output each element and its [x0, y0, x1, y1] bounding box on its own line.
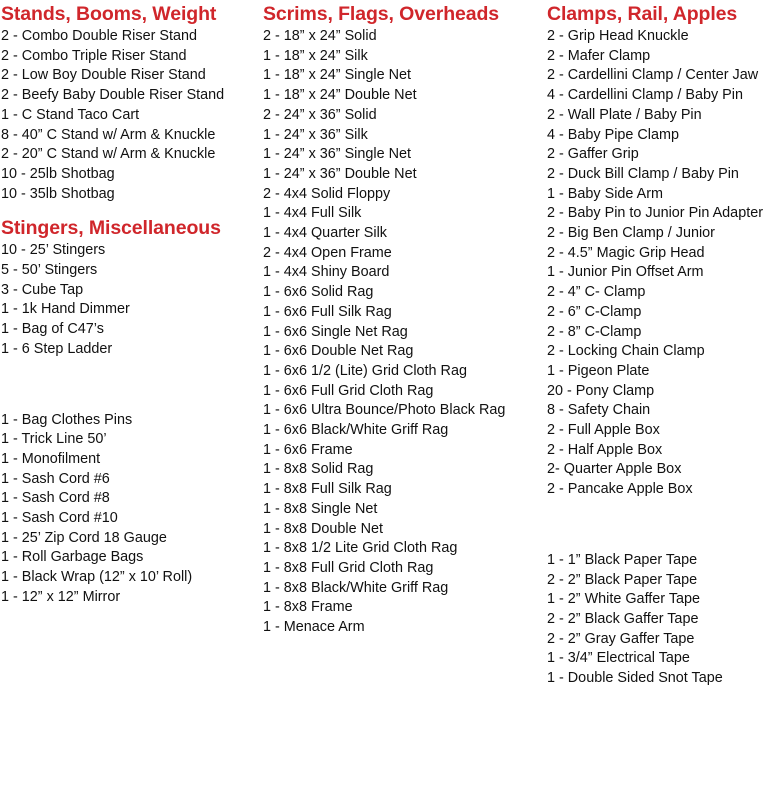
list-item: 1 - 24” x 36” Single Net — [263, 146, 411, 163]
list-item: 1 - 8x8 Full Grid Cloth Rag — [263, 559, 434, 576]
list-item: 2 - Big Ben Clamp / Junior — [547, 225, 715, 242]
list-item: 2 - Mafer Clamp — [547, 47, 651, 64]
list-item: 2 - 4x4 Open Frame — [263, 244, 392, 261]
list-item: 2 - 2” Gray Gaffer Tape — [547, 630, 695, 647]
list-item: 1 - C Stand Taco Cart — [1, 106, 140, 123]
list-item: 2- Quarter Apple Box — [547, 461, 682, 478]
list-item: 1 - 6x6 1/2 (Lite) Grid Cloth Rag — [263, 362, 467, 379]
list-item: 1 - 8x8 Double Net — [263, 520, 383, 537]
list-item: 1 - 6x6 Frame — [263, 441, 353, 458]
list-item: 1 - 1” Black Paper Tape — [547, 551, 698, 568]
list-item: 1 - Double Sided Snot Tape — [547, 670, 723, 687]
list-stands-booms-weight — [1, 27, 259, 204]
list-item: 5 - 50’ Stingers — [1, 262, 98, 279]
list-item: 1 - Sash Cord #6 — [1, 470, 110, 487]
list-item: 1 - 6x6 Double Net Rag — [263, 343, 414, 360]
list-item: 1 - 6x6 Full Grid Cloth Rag — [263, 382, 434, 399]
heading-stands-booms-weight: Stands, Booms, Weight — [1, 3, 217, 25]
list-item: 2 - Grip Head Knuckle — [547, 28, 689, 44]
list-item: 1 - Sash Cord #10 — [1, 510, 118, 527]
list-item: 2 - Half Apple Box — [547, 441, 663, 458]
list-item: 1 - Roll Garbage Bags — [1, 549, 144, 566]
list-item: 2 - 4.5” Magic Grip Head — [547, 244, 705, 261]
list-scrims-flags-overheads — [263, 27, 545, 638]
list-item: 2 - Combo Triple Riser Stand — [1, 47, 187, 64]
list-item: 8 - 40” C Stand w/ Arm & Knuckle — [1, 126, 216, 143]
list-item: 1 - 24” x 36” Double Net — [263, 165, 417, 182]
list-item: 2 - 24” x 36” Solid — [263, 106, 377, 123]
list-item: 1 - 6x6 Full Silk Rag — [263, 303, 392, 320]
list-item: 2 - 4” C- Clamp — [547, 284, 646, 301]
list-item: 1 - 4x4 Quarter Silk — [263, 225, 387, 242]
list-item: 1 - Bag Clothes Pins — [1, 411, 133, 428]
list-item: 1 - 6x6 Ultra Bounce/Photo Black Rag — [263, 402, 506, 419]
list-item: 1 - 4x4 Shiny Board — [263, 264, 390, 281]
list-item: 1 - 18” x 24” Silk — [263, 47, 368, 64]
list-item: 10 - 25lb Shotbag — [1, 165, 115, 182]
list-item: 2 - Pancake Apple Box — [547, 481, 693, 498]
list-item: 1 - 24” x 36” Silk — [263, 126, 368, 143]
list-misc-supplies — [1, 411, 259, 608]
list-item: 2 - 4x4 Solid Floppy — [263, 185, 391, 202]
list-item: 2 - 20” C Stand w/ Arm & Knuckle — [1, 146, 216, 163]
list-item: 1 - 18” x 24” Double Net — [263, 87, 417, 104]
list-item: 1 - 4x4 Full Silk — [263, 205, 362, 222]
list-item: 1 - 8x8 Solid Rag — [263, 461, 374, 478]
heading-stingers-miscellaneous: Stingers, Miscellaneous — [1, 217, 221, 240]
list-item: 1 - 6x6 Solid Rag — [263, 284, 374, 301]
list-clamps-rail-apples — [547, 27, 768, 500]
list-item: 4 - Baby Pipe Clamp — [547, 126, 679, 143]
list-item: 1 - Monofilment — [1, 450, 101, 467]
list-item: 1 - Black Wrap (12” x 10’ Roll) — [1, 569, 193, 586]
list-item: 1 - Junior Pin Offset Arm — [547, 264, 704, 281]
list-item: 2 - Wall Plate / Baby Pin — [547, 106, 702, 123]
list-item: 20 - Pony Clamp — [547, 382, 655, 399]
list-item: 1 - 8x8 Single Net — [263, 500, 378, 517]
list-item: 10 - 25’ Stingers — [1, 242, 106, 259]
list-item: 2 - 2” Black Gaffer Tape — [547, 610, 699, 627]
list-item: 1 - 8x8 Full Silk Rag — [263, 481, 392, 498]
list-tape — [547, 551, 768, 689]
list-item: 2 - Full Apple Box — [547, 422, 660, 439]
list-item: 10 - 35lb Shotbag — [1, 185, 115, 202]
list-item: 2 - Baby Pin to Junior Pin Adapter — [547, 205, 763, 222]
list-item: 1 - 8x8 Black/White Griff Rag — [263, 579, 449, 596]
list-item: 2 - Low Boy Double Riser Stand — [1, 67, 206, 84]
list-item: 1 - Bag of C47’s — [1, 321, 104, 338]
list-item: 2 - 2” Black Paper Tape — [547, 571, 698, 588]
list-item: 2 - Gaffer Grip — [547, 146, 639, 163]
list-item: 1 - 25’ Zip Cord 18 Gauge — [1, 529, 167, 546]
list-item: 1 - 1k Hand Dimmer — [1, 301, 130, 318]
list-item: 3 - Cube Tap — [1, 281, 84, 298]
list-item: 1 - Trick Line 50’ — [1, 431, 107, 448]
list-item: 1 - 8x8 1/2 Lite Grid Cloth Rag — [263, 540, 458, 557]
column-stands-stingers — [1, 0, 259, 608]
list-stingers-miscellaneous — [1, 241, 259, 359]
column-scrims-flags — [263, 0, 545, 638]
list-item: 1 - 8x8 Frame — [263, 599, 353, 616]
list-item: 2 - Duck Bill Clamp / Baby Pin — [547, 165, 739, 182]
list-item: 2 - 8” C-Clamp — [547, 323, 642, 340]
list-item: 2 - 6” C-Clamp — [547, 303, 642, 320]
list-item: 8 - Safety Chain — [547, 402, 651, 419]
heading-clamps-rail-apples: Clamps, Rail, Apples — [547, 3, 738, 25]
list-item: 1 - 2” White Gaffer Tape — [547, 591, 701, 608]
list-item: 1 - 6x6 Single Net Rag — [263, 323, 408, 340]
list-item: 1 - 3/4” Electrical Tape — [547, 650, 690, 667]
list-item: 1 - 18” x 24” Single Net — [263, 67, 411, 84]
list-item: 2 - Combo Double Riser Stand — [1, 28, 197, 44]
list-item: 1 - Baby Side Arm — [547, 185, 663, 202]
list-item: 1 - 12” x 12” Mirror — [1, 588, 121, 605]
list-item: 1 - 6x6 Black/White Griff Rag — [263, 422, 449, 439]
list-item: 1 - Pigeon Plate — [547, 362, 650, 379]
list-item: 2 - 18” x 24” Solid — [263, 28, 377, 44]
list-item: 2 - Beefy Baby Double Riser Stand — [1, 87, 225, 104]
list-item: 2 - Locking Chain Clamp — [547, 343, 705, 360]
list-item: 4 - Cardellini Clamp / Baby Pin — [547, 87, 743, 104]
heading-scrims-flags-overheads: Scrims, Flags, Overheads — [263, 3, 500, 25]
list-item: 1 - Menace Arm — [263, 619, 365, 636]
list-item: 1 - Sash Cord #8 — [1, 490, 110, 507]
column-clamps-rail — [547, 0, 768, 689]
list-item: 2 - Cardellini Clamp / Center Jaw — [547, 67, 759, 84]
list-item: 1 - 6 Step Ladder — [1, 340, 113, 357]
